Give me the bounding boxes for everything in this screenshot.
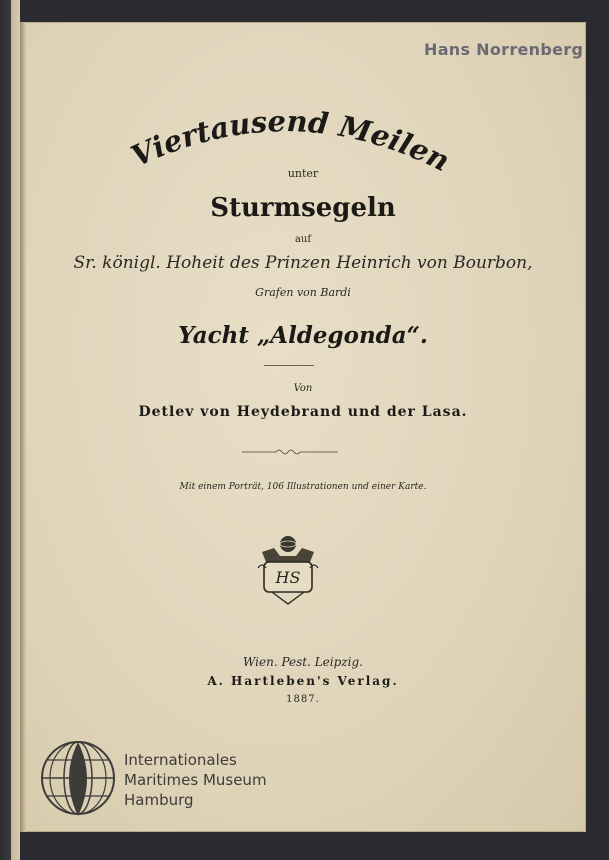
author-name: Detlev von Heydebrand und der Lasa.	[138, 404, 468, 420]
imprint-publisher: A. Hartleben's Verlag.	[207, 674, 399, 688]
monogram-emblem-icon	[252, 532, 324, 606]
main-title-text: Viertausend Meilen	[125, 104, 455, 179]
author-prefix: Von	[293, 383, 313, 394]
museum-name-line3: Hamburg	[124, 791, 194, 809]
page-gutter-shadow	[20, 22, 26, 832]
imprint-year: 1887.	[286, 694, 320, 705]
globe-ship-logo-icon	[38, 738, 118, 820]
museum-name-line1: Internationales	[124, 751, 237, 769]
subtitle-main: Sturmsegeln	[210, 193, 396, 223]
svg-text:HS: HS	[275, 568, 301, 587]
ownership-stamp: Hans Norrenberg	[424, 40, 584, 59]
count-line: Grafen von Bardi	[255, 286, 351, 299]
main-title-arc	[100, 95, 480, 205]
divider-rule	[264, 365, 314, 366]
imprint-places: Wien. Pest. Leipzig.	[243, 655, 363, 669]
museum-name	[124, 750, 267, 810]
illustrations-note: Mit einem Porträt, 106 Illustrationen und einer Karte.	[179, 482, 427, 492]
ornamental-divider-icon	[240, 446, 340, 458]
book-spine-edge	[0, 0, 20, 860]
ship-owner-line: Sr. königl. Hoheit des Prinzen Heinrich von Bourbon,	[73, 253, 533, 273]
subtitle-unter: unter	[287, 167, 319, 180]
museum-name-line2: Maritimes Museum	[124, 771, 267, 789]
yacht-name: Yacht „Aldegonda“.	[178, 322, 428, 349]
subtitle-auf: auf	[294, 234, 312, 245]
